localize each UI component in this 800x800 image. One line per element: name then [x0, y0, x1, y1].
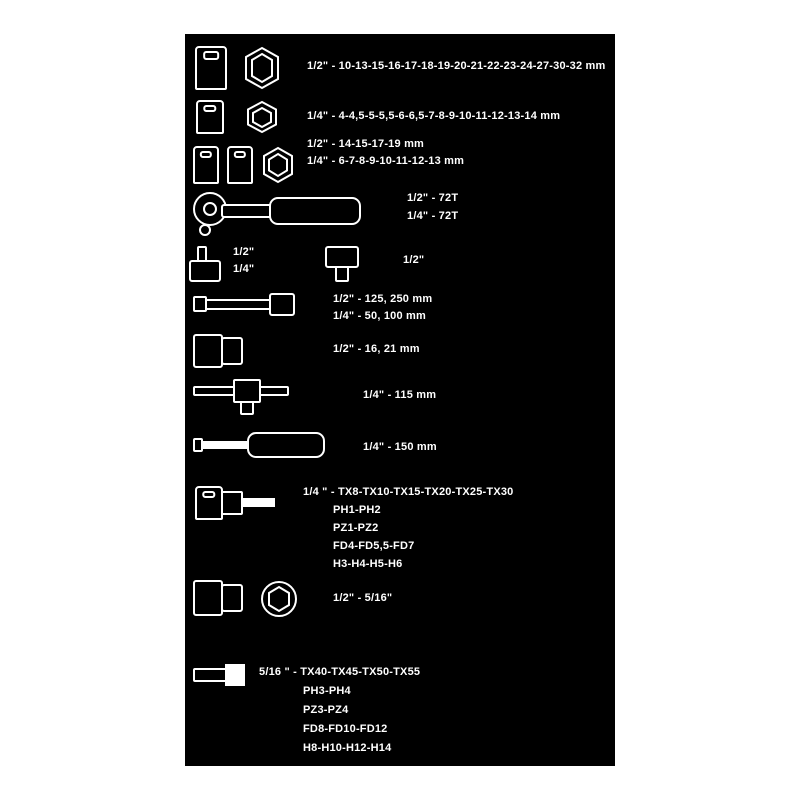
adapter-right-label: 1/2" [403, 254, 425, 266]
row-label-bits-five-sixteenths-fd: FD8-FD10-FD12 [303, 723, 388, 735]
row-label-bits-five-sixteenths-tx: 5/16 " - TX40-TX45-TX50-TX55 [259, 666, 421, 678]
extension-shaft [205, 299, 273, 310]
bit-five-sixteenths-shank [193, 668, 227, 682]
row-label-bits-five-sixteenths-ph: PH3-PH4 [303, 685, 351, 697]
row-label-bits-quarter-fd: FD4-FD5,5-FD7 [333, 540, 415, 552]
bit-five-sixteenths-tip [225, 664, 245, 686]
t-bar-drive-square [240, 401, 254, 415]
row-label-sockets-half-inch-deep: 1/2" - 10-13-15-16-17-18-19-20-21-22-23-24-27-30-32 mm [307, 60, 606, 72]
socket-small-1 [196, 100, 224, 134]
adapter-left-label-half: 1/2" [233, 246, 255, 258]
socket-mixed-2 [227, 146, 253, 184]
ratchet-neck [221, 204, 273, 218]
ratchet-switch-lever [199, 224, 211, 236]
screwdriver-handle-grip [247, 432, 325, 458]
row-label-sockets-mixed-quarter: 1/4" - 6-7-8-9-10-11-12-13 mm [307, 155, 465, 167]
row-label-bits-five-sixteenths-h: H8-H10-H12-H14 [303, 742, 392, 754]
row-label-ratchet-half: 1/2" - 72T [407, 192, 459, 204]
spark-plug-socket-collar [221, 337, 243, 365]
socket-deep-large [195, 46, 227, 90]
adapter-left-body [189, 260, 221, 282]
bit-shaft [241, 498, 275, 507]
ratchet-drive-square [203, 202, 217, 216]
adapter-right-stem [335, 266, 349, 282]
screwdriver-shaft [201, 441, 253, 449]
row-label-sockets-mixed-half: 1/2" - 14-15-17-19 mm [307, 138, 425, 150]
adapter-socket-end-view [259, 580, 299, 618]
ratchet-handle [269, 197, 361, 225]
adapter-right-body [325, 246, 359, 268]
row-label-sockets-quarter-inch: 1/4" - 4-4,5-5-5,5-6-6,5-7-8-9-10-11-12-13-14 mm [307, 110, 561, 122]
row-label-bits-quarter-pz: PZ1-PZ2 [333, 522, 379, 534]
socket-hex-outline [243, 46, 281, 90]
bit-socket-holder [195, 486, 223, 520]
row-label-screwdriver: 1/4" - 150 mm [363, 441, 437, 453]
adapter-socket-collar [221, 584, 243, 612]
row-label-extension-quarter: 1/4" - 50, 100 mm [333, 310, 427, 322]
t-bar-slider [233, 379, 261, 403]
row-label-bits-quarter-h: H3-H4-H5-H6 [333, 558, 403, 570]
bit-holder-body [221, 491, 243, 515]
row-label-bits-quarter-ph: PH1-PH2 [333, 504, 381, 516]
row-label-adapter-five-sixteenths: 1/2" - 5/16" [333, 592, 393, 604]
tool-board [185, 34, 615, 766]
spark-plug-socket [193, 334, 223, 368]
row-label-bits-quarter-tx: 1/4 " - TX8-TX10-TX15-TX20-TX25-TX30 [303, 486, 514, 498]
row-label-ratchet-quarter: 1/4" - 72T [407, 210, 459, 222]
socket-hex-outline-mixed [261, 146, 295, 184]
row-label-extension-half: 1/2" - 125, 250 mm [333, 293, 433, 305]
adapter-socket-body [193, 580, 223, 616]
adapter-left-label-quarter: 1/4" [233, 263, 255, 275]
extension-collar [269, 293, 295, 316]
row-label-bits-five-sixteenths-pz: PZ3-PZ4 [303, 704, 349, 716]
socket-mixed-1 [193, 146, 219, 184]
socket-hex-outline-small [245, 100, 279, 134]
row-label-t-bar: 1/4" - 115 mm [363, 389, 437, 401]
row-label-spark-plug: 1/2" - 16, 21 mm [333, 343, 420, 355]
